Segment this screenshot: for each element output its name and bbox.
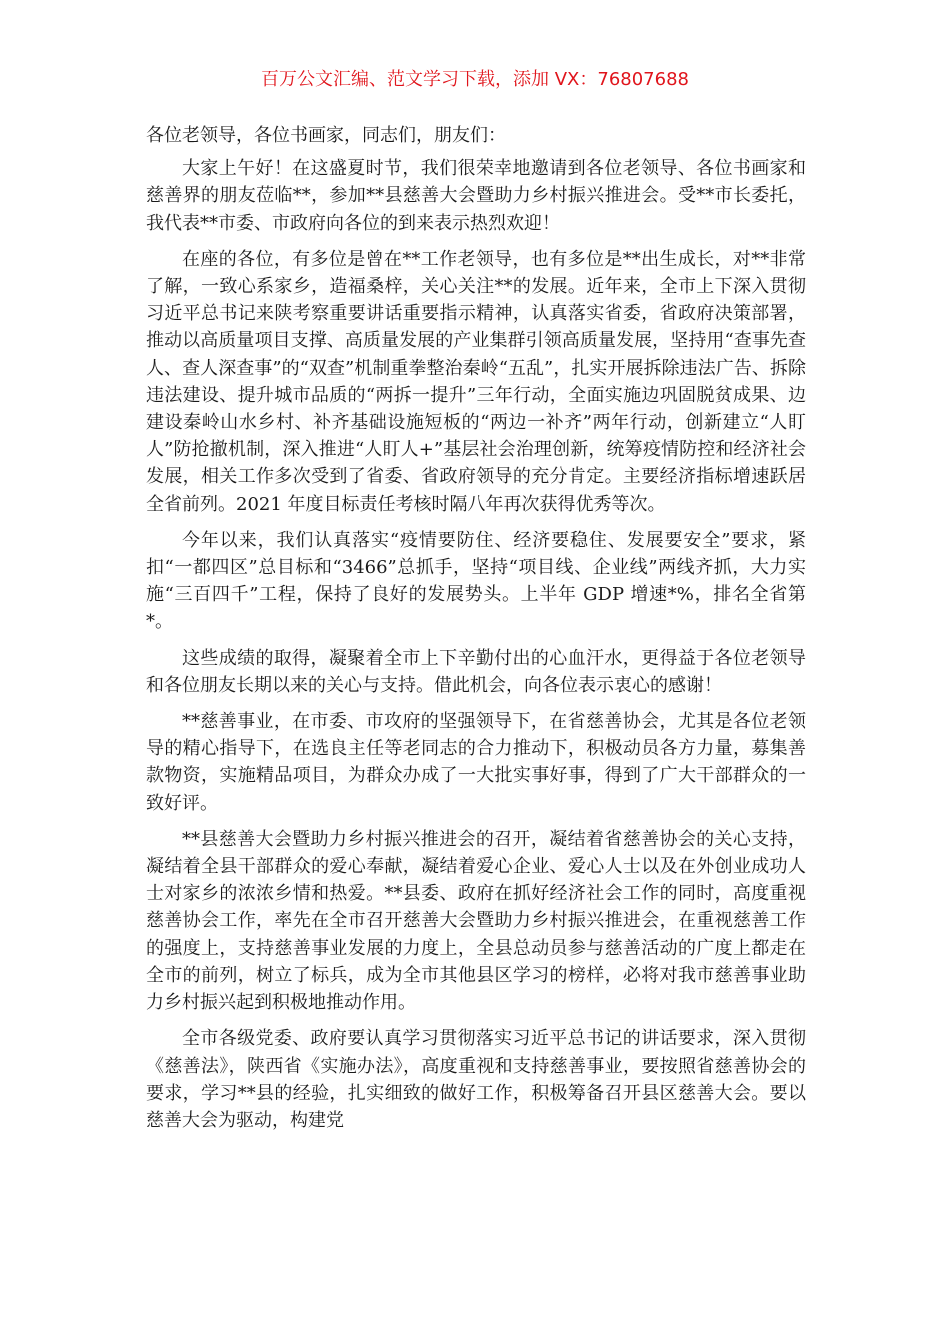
paragraph-this-year: 今年以来，我们认真落实“疫情要防住、经济要稳住、发展要安全”要求，紧扣“一都四区”总目标和“3466”总抓手，坚持“项目线、企业线”两线齐抓，大力实施“三百四千”工程，保持了良好的发展势头。上半年 GDP 增速*%，排名全省第*。: [146, 529, 806, 633]
paragraph-county-meeting: **县慈善大会暨助力乡村振兴推进会的召开，凝结着省慈善协会的关心支持，凝结着全县干部群众的爱心奉献，凝结着爱心企业、爱心人士以及在外创业成功人士对家乡的浓浓乡情和热爱。**县委、政府在抓好经济社会工作的同时，高度重视慈善协会工作，率先在全市召开慈善大会暨助力乡村振兴推进会，在重视慈善工作的强度上，支持慈善事业发展的力度上，全县总动员参与慈善活动的广度上都走在全市的前列，树立了标兵，成为全市其他县区学习的榜样，必将对我市慈善事业助力乡村振兴起到积极地推动作用。: [146, 828, 806, 1014]
watermark-banner: 百万公文汇编、范文学习下载，添加 VX：76807688: [261, 69, 689, 90]
paragraph-charity-work: **慈善事业，在市委、市攻府的坚强领导下，在省慈善协会，尤其是各位老领导的精心指导下，在选良主任等老同志的合力推动下，积极动员各方力量，募集善款物资，实施精品项目，为群众办成了一大批实事好事，得到了广大干部群众的一致好评。: [146, 711, 806, 814]
document-body: [146, 122, 806, 1143]
paragraph-requirements: 全市各级党委、政府要认真学习贯彻落实习近平总书记的讲话要求，深入贯彻《慈善法》，陕西省《实施办法》，高度重视和支持慈善事业，要按照省慈善协会的要求，学习**县的经验，扎实细致的做好工作，积极筹备召开县区慈善大会。要以慈善大会为驱动，构建党: [146, 1028, 806, 1131]
paragraph-welcome: 大家上午好！在这盛夏时节，我们很荣幸地邀请到各位老领导、各位书画家和慈善界的朋友莅临**，参加**县慈善大会暨助力乡村振兴推进会。受**市长委托，我代表**市委、市政府向各位的到来表示热烈欢迎！: [146, 158, 806, 234]
paragraph-achievements: 在座的各位，有多位是曾在**工作老领导，也有多位是**出生成长，对**非常了解，一致心系家乡，造福桑梓，关心关注**的发展。近年来，全市上下深入贯彻习近平总书记来陕考察重要讲话重要指示精神，认真落实省委，省政府决策部署，推动以高质量项目支撑、高质量发展的产业集群引领高质量发展，坚持用“查事先查人、查人深查事”的“双查”机制重拳整治秦岭“五乱”，扎实开展拆除违法广告、拆除违法建设、提升城市品质的“两拆一提升”三年行动，全面实施边巩固脱贫成果、边建设秦岭山水乡村、补齐基础设施短板的“两边一补齐”两年行动，创新建立“人盯人”防抢撤机制，深入推进“人盯人+”基层社会治理创新，统筹疫情防控和经济社会发展，相关工作多次受到了省委、省政府领导的充分肯定。主要经济指标增速跃居全省前列。2021 年度目标责任考核时隔八年再次获得优秀等次。: [146, 248, 806, 515]
salutation: 各位老领导，各位书画家，同志们，朋友们：: [146, 125, 506, 146]
paragraph-thanks: 这些成绩的取得，凝聚着全市上下辛勤付出的心血汗水，更得益于各位老领导和各位朋友长期以来的关心与支持。借此机会，向各位表示衷心的感谢！: [146, 647, 806, 696]
